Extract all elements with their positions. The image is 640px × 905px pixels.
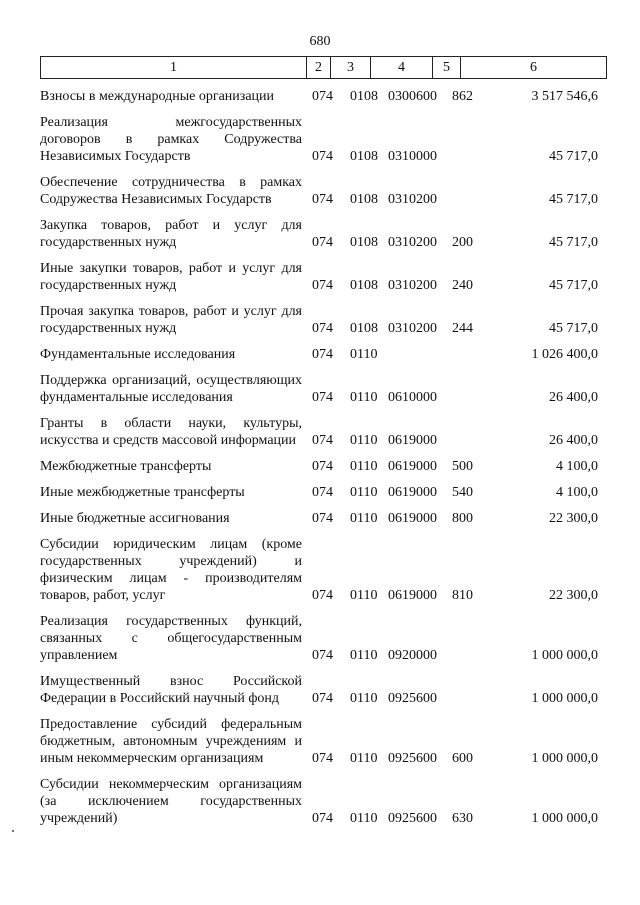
row-amount: 4 100,0 [556,459,598,474]
row-name: Реализация государственных функций, связанных с общегосударственным управлением [40,614,302,663]
table-row [40,217,606,251]
row-ministry-code: 074 [312,648,333,663]
table-row [40,303,606,337]
row-target-code: 0920000 [388,648,437,663]
row-amount: 1 000 000,0 [531,648,598,663]
row-ministry-code: 074 [312,89,333,104]
row-amount: 3 517 546,6 [531,89,598,104]
row-expense-type: 800 [452,511,473,526]
column-header-3: 3 [331,57,371,79]
row-section-code: 0110 [350,433,378,448]
column-header-table [40,56,607,79]
row-name: Взносы в международные организации [40,89,275,104]
row-name: Иные межбюджетные трансферты [40,485,245,500]
row-name: Межбюджетные трансферты [40,459,212,474]
row-ministry-code: 074 [312,149,333,164]
row-name: Иные бюджетные ассигнования [40,511,230,526]
row-amount: 22 300,0 [549,588,598,603]
row-amount: 1 000 000,0 [531,691,598,706]
row-target-code: 0310200 [388,192,437,207]
table-row [40,372,606,406]
row-name: Имущественный взнос Российской Федерации в Российский научный фонд [40,674,302,706]
row-name: Прочая закупка товаров, работ и услуг для государственных нужд [40,304,302,336]
table-row [40,716,606,767]
column-header-4: 4 [371,57,433,79]
table-row [40,346,606,363]
scan-speck [12,830,14,832]
row-amount: 4 100,0 [556,485,598,500]
row-target-code: 0610000 [388,390,437,405]
row-name: Субсидии юридическим лицам (кроме государственных учреждений) и физическим лицам - производителям товаров, работ, услуг [40,537,302,603]
column-header-5: 5 [433,57,461,79]
row-name: Гранты в области науки, культуры, искусства и средств массовой информации [40,416,302,448]
row-name: Закупка товаров, работ и услуг для государственных нужд [40,218,302,250]
row-section-code: 0110 [350,751,378,766]
row-section-code: 0108 [350,235,378,250]
row-expense-type: 500 [452,459,473,474]
row-ministry-code: 074 [312,511,333,526]
row-amount: 22 300,0 [549,511,598,526]
budget-table-body [40,84,606,827]
row-target-code: 0310200 [388,321,437,336]
row-target-code: 0619000 [388,485,437,500]
table-row [40,88,606,105]
row-section-code: 0110 [350,485,378,500]
row-section-code: 0110 [350,811,378,826]
row-section-code: 0110 [350,648,378,663]
column-header-row [41,57,607,79]
row-expense-type: 244 [452,321,473,336]
table-row [40,114,606,165]
row-amount: 45 717,0 [549,278,598,293]
row-amount: 45 717,0 [549,321,598,336]
row-ministry-code: 074 [312,321,333,336]
row-amount: 1 000 000,0 [531,751,598,766]
row-name: Реализация межгосударственных договоров в рамках Содружества Независимых Государств [40,115,302,164]
row-section-code: 0108 [350,192,378,207]
table-row [40,458,606,475]
row-ministry-code: 074 [312,235,333,250]
row-expense-type: 862 [452,89,473,104]
table-row [40,776,606,827]
row-name: Иные закупки товаров, работ и услуг для государственных нужд [40,261,302,293]
row-amount: 45 717,0 [549,192,598,207]
row-target-code: 0310200 [388,278,437,293]
row-target-code: 0619000 [388,588,437,603]
row-expense-type: 200 [452,235,473,250]
table-row [40,673,606,707]
row-amount: 26 400,0 [549,433,598,448]
table-row [40,510,606,527]
row-target-code: 0619000 [388,459,437,474]
row-amount: 1 000 000,0 [531,811,598,826]
row-section-code: 0108 [350,89,378,104]
row-expense-type: 630 [452,811,473,826]
row-expense-type: 600 [452,751,473,766]
table-row [40,174,606,208]
row-amount: 26 400,0 [549,390,598,405]
row-ministry-code: 074 [312,691,333,706]
row-name: Предоставление субсидий федеральным бюджетным, автономным учреждениям и иным некоммерческим организациям [40,717,302,766]
table-row [40,415,606,449]
row-target-code: 0619000 [388,511,437,526]
row-ministry-code: 074 [312,588,333,603]
row-section-code: 0110 [350,390,378,405]
row-target-code: 0925600 [388,811,437,826]
row-amount: 1 026 400,0 [531,347,598,362]
row-section-code: 0108 [350,321,378,336]
row-ministry-code: 074 [312,751,333,766]
row-section-code: 0108 [350,278,378,293]
row-ministry-code: 074 [312,811,333,826]
row-name: Обеспечение сотрудничества в рамках Содружества Независимых Государств [40,175,302,207]
column-header-2: 2 [307,57,331,79]
row-target-code: 0925600 [388,751,437,766]
row-ministry-code: 074 [312,485,333,500]
row-target-code: 0619000 [388,433,437,448]
row-name: Субсидии некоммерческим организациям (за исключением государственных учреждений) [40,777,302,826]
row-section-code: 0110 [350,691,378,706]
table-row [40,536,606,604]
row-expense-type: 810 [452,588,473,603]
page-number: 680 [309,34,331,49]
row-target-code: 0310200 [388,235,437,250]
row-ministry-code: 074 [312,347,333,362]
table-row [40,613,606,664]
row-expense-type: 240 [452,278,473,293]
row-name: Поддержка организаций, осуществляющих фундаментальные исследования [40,373,302,405]
row-amount: 45 717,0 [549,149,598,164]
column-header-6: 6 [461,57,607,79]
row-section-code: 0110 [350,588,378,603]
row-ministry-code: 074 [312,192,333,207]
row-target-code: 0310000 [388,149,437,164]
row-section-code: 0110 [350,459,378,474]
table-row [40,260,606,294]
row-target-code: 0925600 [388,691,437,706]
row-amount: 45 717,0 [549,235,598,250]
row-section-code: 0110 [350,511,378,526]
row-ministry-code: 074 [312,390,333,405]
row-expense-type: 540 [452,485,473,500]
row-section-code: 0108 [350,149,378,164]
row-section-code: 0110 [350,347,378,362]
row-ministry-code: 074 [312,459,333,474]
row-name: Фундаментальные исследования [40,347,236,362]
row-ministry-code: 074 [312,433,333,448]
row-ministry-code: 074 [312,278,333,293]
column-header-1: 1 [41,57,307,79]
table-row [40,484,606,501]
row-target-code: 0300600 [388,89,437,104]
